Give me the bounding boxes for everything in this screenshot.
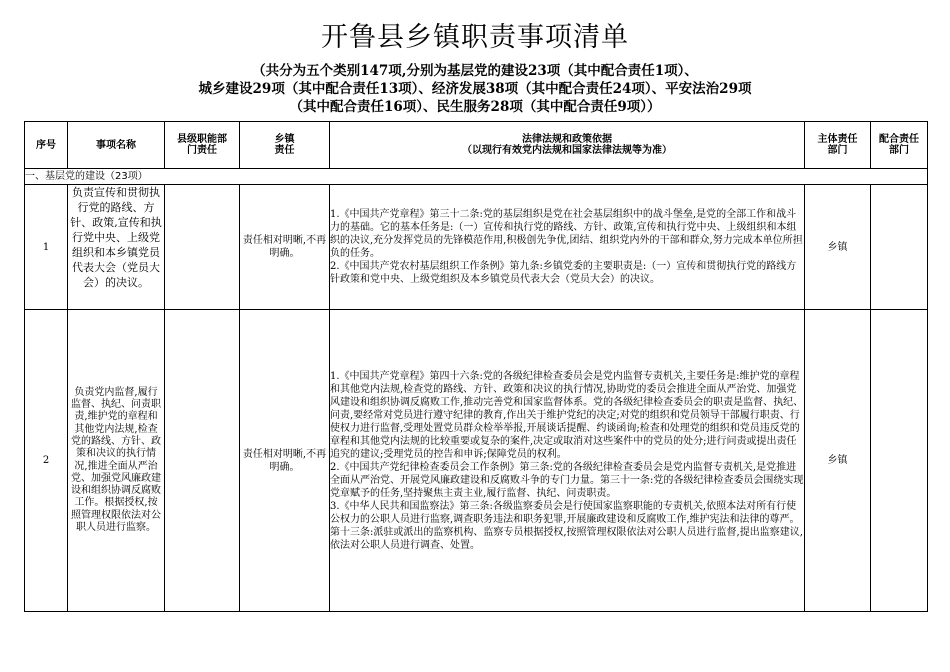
header-county-dept: 县级职能部门责任 — [165, 122, 240, 169]
header-township-resp: 乡镇责任 — [240, 122, 330, 169]
row-county-dept — [165, 310, 240, 612]
subtitle-line-1: （共分为五个类别147项,分别为基层党的建设23项（其中配合责任1项）、 — [252, 63, 698, 79]
row-item-name: 负责宣传和贯彻执行党的路线、方针、政策,宣传和执行党中央、上级党组织和本乡镇党员代表大会（党员大会）的决议。 — [70, 186, 162, 289]
row-township-resp: 责任相对明晰,不再明确。 — [240, 310, 330, 612]
duty-list-table — [24, 121, 928, 612]
row-seq: 1 — [25, 185, 68, 310]
row-seq: 2 — [25, 310, 68, 612]
row-coop-dept — [871, 185, 928, 310]
header-seq: 序号 — [25, 122, 68, 169]
row-basis: 1.《中国共产党章程》第四十六条:党的各级纪律检查委员会是党内监督专责机关,主要任务是:维护党的章程和其他党内法规,检查党的路线、方针、政策和决议的执行情况,协助党的委员会推进全面从严治党、加强党风建设和组织协调反腐败工作,推动完善党和国家监督体系。党的各级纪律检查委员会的职责是监督、执纪、问责,要经常对党员进行遵守纪律的教育,作出关于维护党纪的决定;对党的组织和党员领导干部履行职责、行使权力进行监督,受理处置党员群众检举举报,开展谈话提醒、约谈函询;检查和处理党的组织和党员违反党的章程和其他党内法规的比较重要或复杂的案件,决定或取消对这些案件中的党员的处分;进行问责或提出责任追究的建议;受理党员的控告和申诉;保障党员的权利。 2.《中国共产党纪律检查委员会工作条例》第三条:党的各级纪律检查委员会是党内监督专责机关,是党推进全面从严治党、开展党风廉政建设和反腐败斗争的专门力量。第三十一条:党的各级纪律检查委员会围绕实现党章赋予的任务,坚持聚焦主责主业,履行监督、执纪、问责职责。 3.《中华人民共和国监察法》第三条:各级监察委员会是行使国家监察职能的专责机关,依照本法对所有行使公权力的公职人员进行监察,调查职务违法和职务犯罪,开展廉政建设和反腐败工作,维护宪法和法律的尊严。第十三条:派驻或派出的监察机构、监察专员根据授权,按照管理权限依法对公职人员进行监督,提出监察建议,依法对公职人员进行调查、处置。 — [330, 310, 805, 612]
table-header-row — [25, 122, 928, 169]
row-item-name: 负责党内监督,履行监督、执纪、问责职责,维护党的章程和其他党内法规,检查党的路线、方针、政策和决议的执行情况,推进全面从严治党、加强党风廉政建设和组织协调反腐败工作。根据授权,按照管理权限依法对公职人员进行监察。 — [71, 386, 161, 533]
table-row — [25, 185, 928, 310]
subtitle-line-2: 城乡建设29项（其中配合责任13项）、经济发展38项（其中配合责任24项）、平安法治29项 — [198, 81, 752, 97]
header-basis-title: 法律法规和政策依据 — [522, 134, 612, 145]
row-basis: 1.《中国共产党章程》第三十二条:党的基层组织是党在社会基层组织中的战斗堡垒,是党的全部工作和战斗力的基础。它的基本任务是:（一）宣传和执行党的路线、方针、政策,宣传和执行党中央、上级组织和本组织的决议,充分发挥党员的先锋模范作用,积极创先争优,团结、组织党内外的干部和群众,努力完成本单位所担负的任务。 2.《中国共产党农村基层组织工作条例》第九条:乡镇党委的主要职责是:（一）宣传和贯彻执行党的路线方针政策和党中央、上级党组织及本乡镇党员代表大会（党员大会）的决议。 — [330, 185, 805, 310]
row-item-name-cell — [68, 310, 165, 612]
row-lead-dept: 乡镇 — [805, 185, 871, 310]
header-item-name: 事项名称 — [68, 122, 165, 169]
row-item-name-cell — [68, 185, 165, 310]
row-township-resp: 责任相对明晰,不再明确。 — [240, 185, 330, 310]
document-subtitle — [0, 62, 950, 116]
document-title: 开鲁县乡镇职责事项清单 — [321, 22, 629, 53]
table-row — [25, 310, 928, 612]
section-label: 一、基层党的建设（23项） — [25, 169, 928, 185]
row-lead-dept: 乡镇 — [805, 310, 871, 612]
subtitle-line-3: （其中配合责任16项）、民生服务28项（其中配合责任9项）） — [289, 99, 661, 115]
row-coop-dept — [871, 310, 928, 612]
header-coop-dept: 配合责任部门 — [871, 122, 928, 169]
header-lead-dept: 主体责任部门 — [805, 122, 871, 169]
header-basis-note: （以现行有效党内法规和国家法律法规等为准） — [462, 145, 672, 156]
section-row — [25, 169, 928, 185]
row-county-dept — [165, 185, 240, 310]
header-basis — [330, 122, 805, 169]
